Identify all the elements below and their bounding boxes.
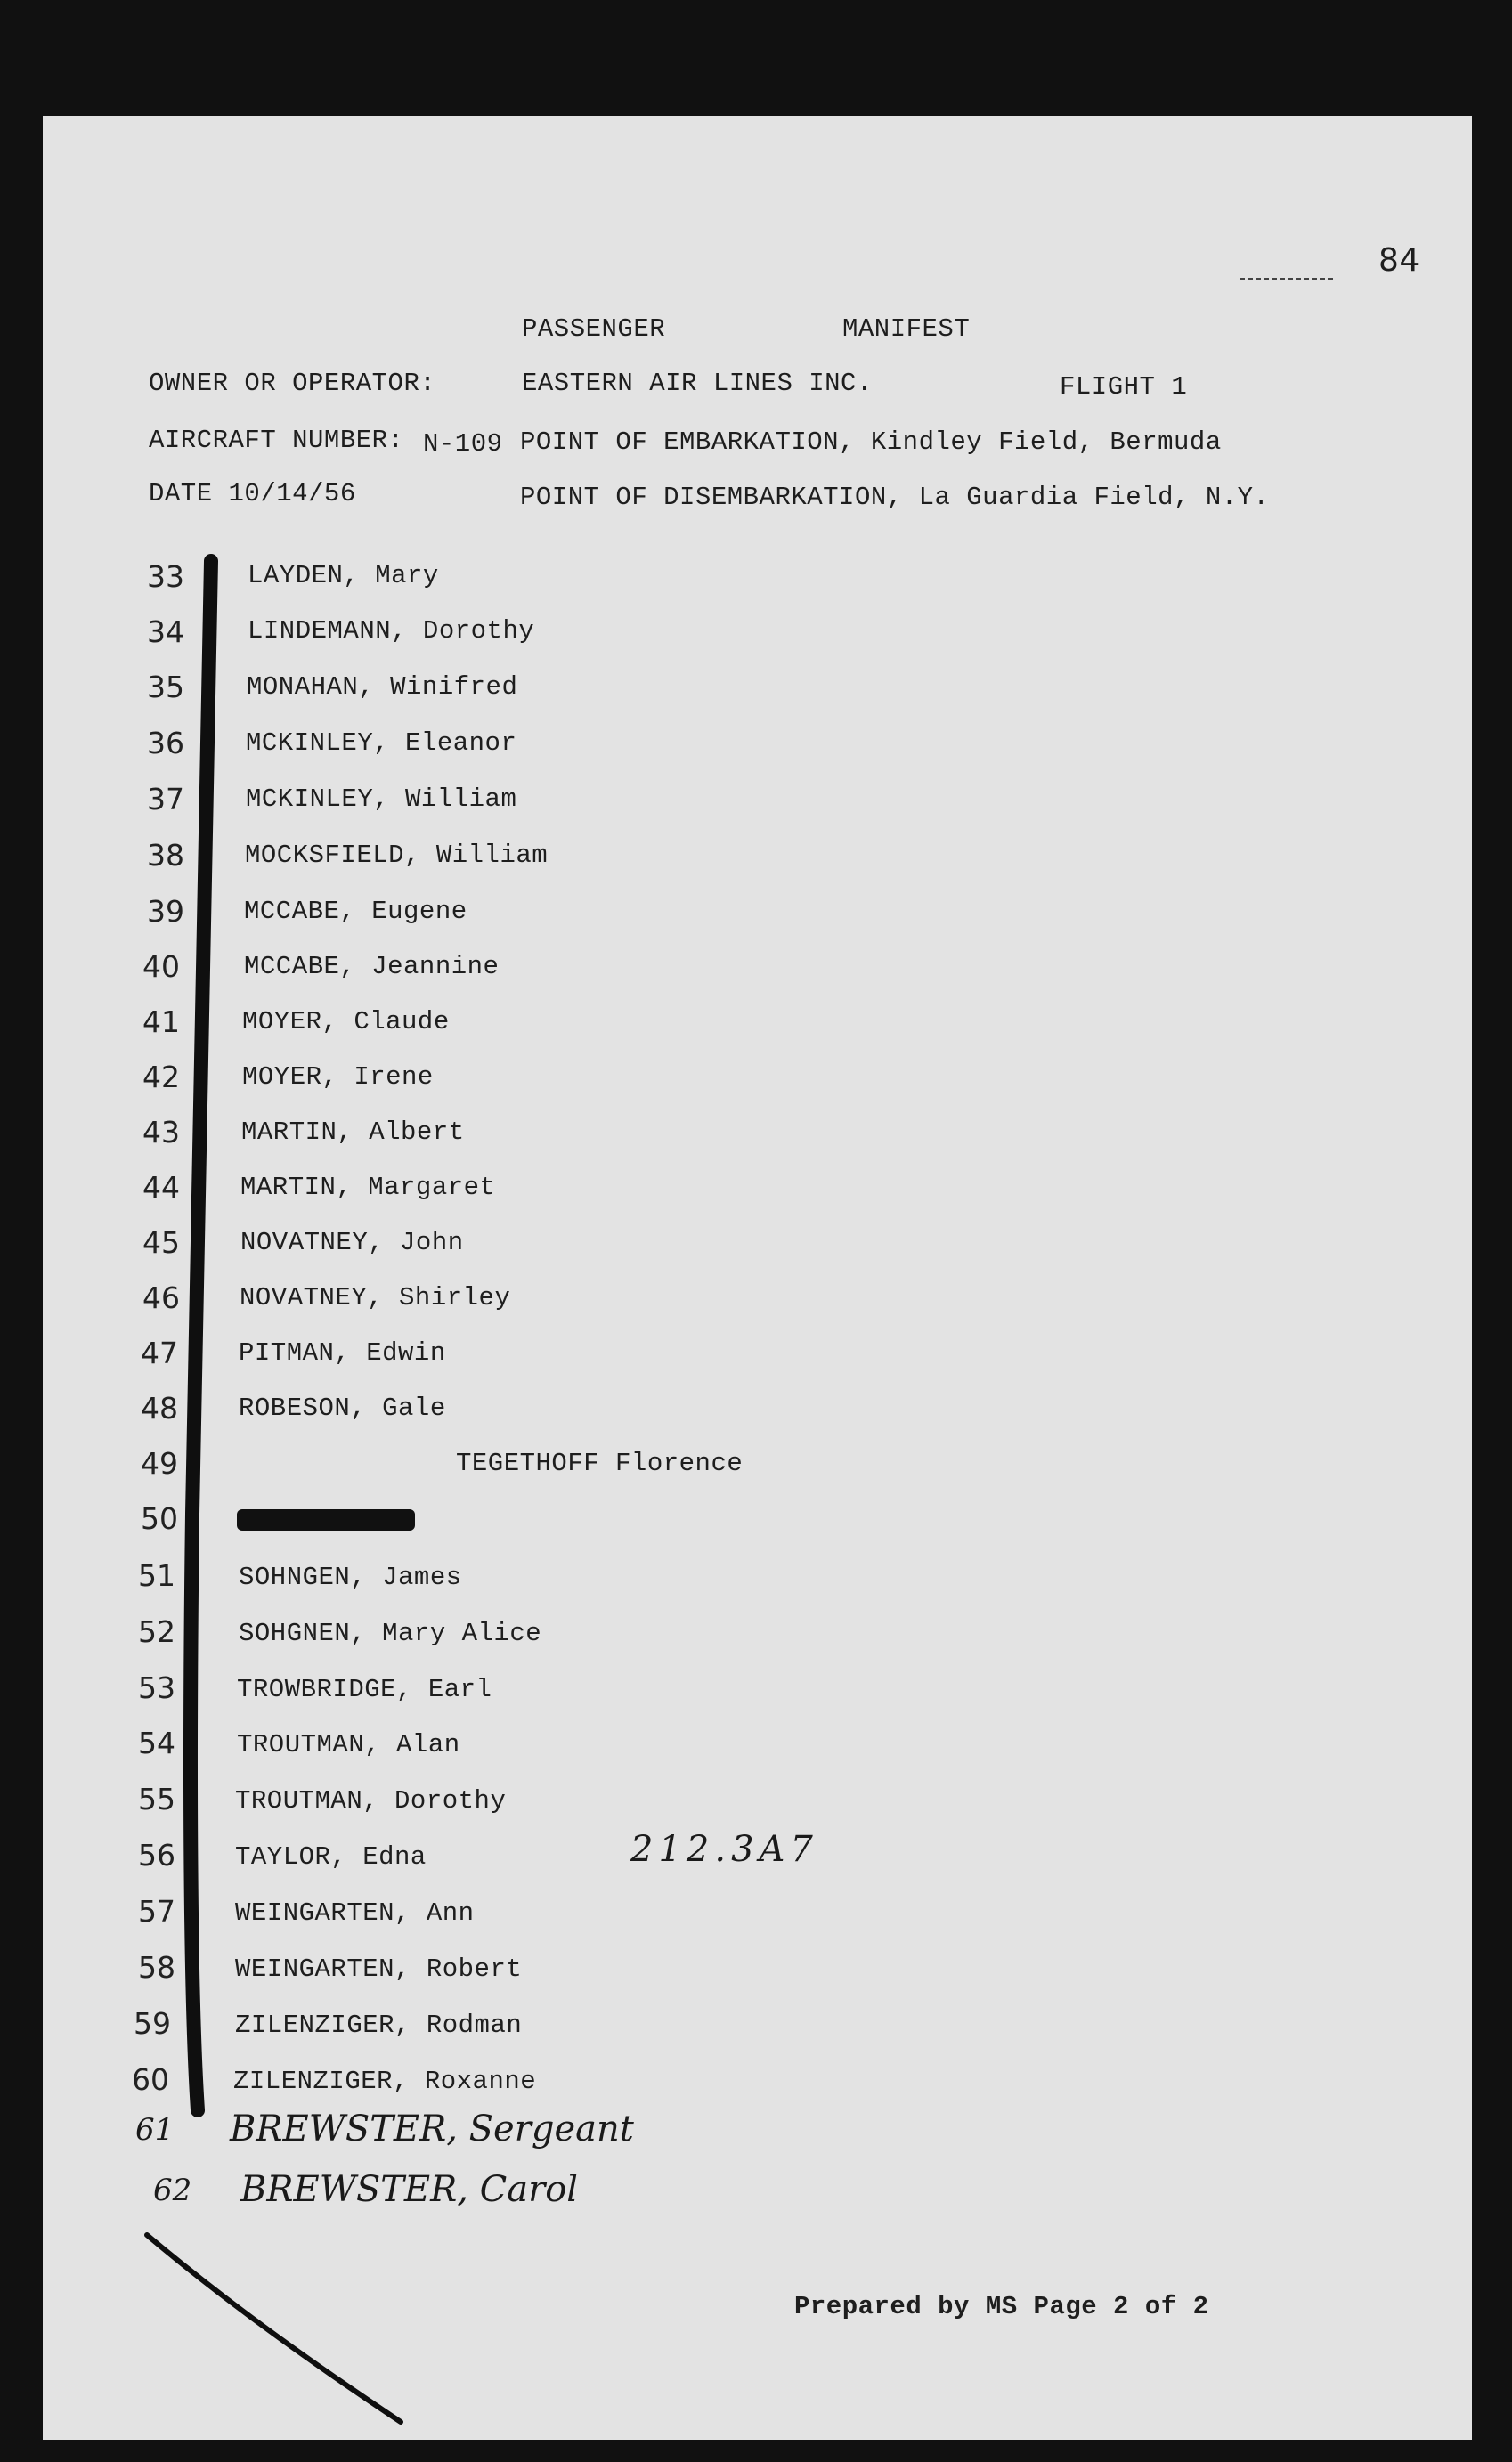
passenger-name: MOYER, Claude [242, 1007, 450, 1036]
passenger-name: TROUTMAN, Alan [237, 1730, 460, 1759]
passenger-name: SOHGNEN, Mary Alice [239, 1619, 542, 1648]
row-number: 33 [147, 559, 184, 594]
passenger-name: WEINGARTEN, Ann [235, 1898, 475, 1928]
row-number: 47 [141, 1336, 178, 1370]
row-number: 38 [147, 838, 184, 873]
row-number: 54 [138, 1726, 175, 1760]
owner-value: EASTERN AIR LINES INC. [522, 369, 873, 398]
row-number: 57 [138, 1894, 175, 1929]
row-number: 35 [147, 670, 184, 704]
row-number: 43 [142, 1115, 180, 1150]
passenger-name: PITMAN, Edwin [239, 1338, 446, 1368]
passenger-name: MONAHAN, Winifred [247, 672, 518, 702]
row-number: 40 [142, 949, 180, 984]
row-number: 48 [141, 1391, 178, 1426]
row-number: 55 [138, 1782, 175, 1816]
aircraft-value: N-109 [423, 429, 503, 459]
owner-label: OWNER OR OPERATOR: [149, 369, 436, 398]
passenger-name: MCCABE, Eugene [244, 897, 467, 926]
passenger-name: TROUTMAN, Dorothy [235, 1786, 507, 1816]
row-number: 49 [141, 1446, 178, 1481]
vertical-ink-bar [191, 561, 211, 2110]
passenger-name: ZILENZIGER, Rodman [235, 2011, 523, 2040]
row-number: 53 [138, 1670, 175, 1705]
embarkation-point: POINT OF EMBARKATION, Kindley Field, Bermuda [520, 427, 1222, 457]
passenger-name: ZILENZIGER, Roxanne [233, 2067, 537, 2096]
passenger-name-handwritten: BREWSTER, Carol [240, 2169, 579, 2210]
row-number: 42 [142, 1060, 180, 1094]
row-number: 37 [147, 782, 184, 817]
manifest-title-manifest: MANIFEST [842, 314, 971, 344]
row-number: 36 [147, 726, 184, 760]
row-number: 41 [142, 1004, 180, 1039]
passenger-name: SOHNGEN, James [239, 1563, 462, 1592]
passenger-name: TAYLOR, Edna [235, 1842, 427, 1872]
row-number-handwritten: 61 [135, 2112, 175, 2148]
passenger-name: NOVATNEY, John [240, 1228, 464, 1257]
row-number: 60 [132, 2062, 169, 2097]
passenger-name: NOVATNEY, Shirley [240, 1283, 511, 1312]
passenger-name: TROWBRIDGE, Earl [237, 1675, 492, 1704]
passenger-name: MCKINLEY, William [246, 784, 517, 814]
passenger-name: ROBESON, Gale [239, 1394, 446, 1423]
row-number: 50 [141, 1501, 178, 1536]
row-number: 58 [138, 1950, 175, 1985]
row-number: 46 [142, 1280, 180, 1315]
row-number: 44 [142, 1170, 180, 1205]
passenger-name: MCKINLEY, Eleanor [246, 728, 517, 758]
diagonal-ink-stroke [147, 2235, 401, 2422]
row-number: 51 [138, 1558, 175, 1593]
passenger-name: MOCKSFIELD, William [245, 841, 549, 870]
passenger-name: MARTIN, Margaret [240, 1173, 496, 1202]
handwritten-annotation: 212.3A7 [630, 1829, 818, 1870]
passenger-name: LINDEMANN, Dorothy [248, 616, 535, 646]
row-number: 56 [138, 1838, 175, 1873]
manifest-title-passenger: PASSENGER [522, 314, 666, 344]
row-number: 52 [138, 1614, 175, 1649]
row-number-handwritten: 62 [153, 2173, 192, 2208]
row-number: 45 [142, 1225, 180, 1260]
passenger-name: WEINGARTEN, Robert [235, 1954, 523, 1984]
row-number: 39 [147, 894, 184, 929]
passenger-name: TEGETHOFF Florence [456, 1449, 744, 1478]
passenger-name-handwritten: BREWSTER, Sergeant [230, 2109, 634, 2149]
passenger-name: MARTIN, Albert [241, 1117, 465, 1147]
row-number: 34 [147, 614, 184, 649]
disembarkation-point: POINT OF DISEMBARKATION, La Guardia Field, N.Y. [520, 483, 1270, 512]
manifest-date: DATE 10/14/56 [149, 479, 356, 508]
passenger-name: LAYDEN, Mary [248, 561, 439, 590]
aircraft-label: AIRCRAFT NUMBER: [149, 426, 404, 455]
row-number: 59 [134, 2006, 171, 2041]
passenger-name: MCCABE, Jeannine [244, 952, 500, 981]
passenger-name: MOYER, Irene [242, 1062, 434, 1092]
redacted-name [237, 1509, 415, 1531]
footer-prepared-by: Prepared by MS Page 2 of 2 [794, 2292, 1209, 2321]
flight-number: FLIGHT 1 [1060, 372, 1188, 402]
page-number: 84 [1378, 242, 1420, 279]
